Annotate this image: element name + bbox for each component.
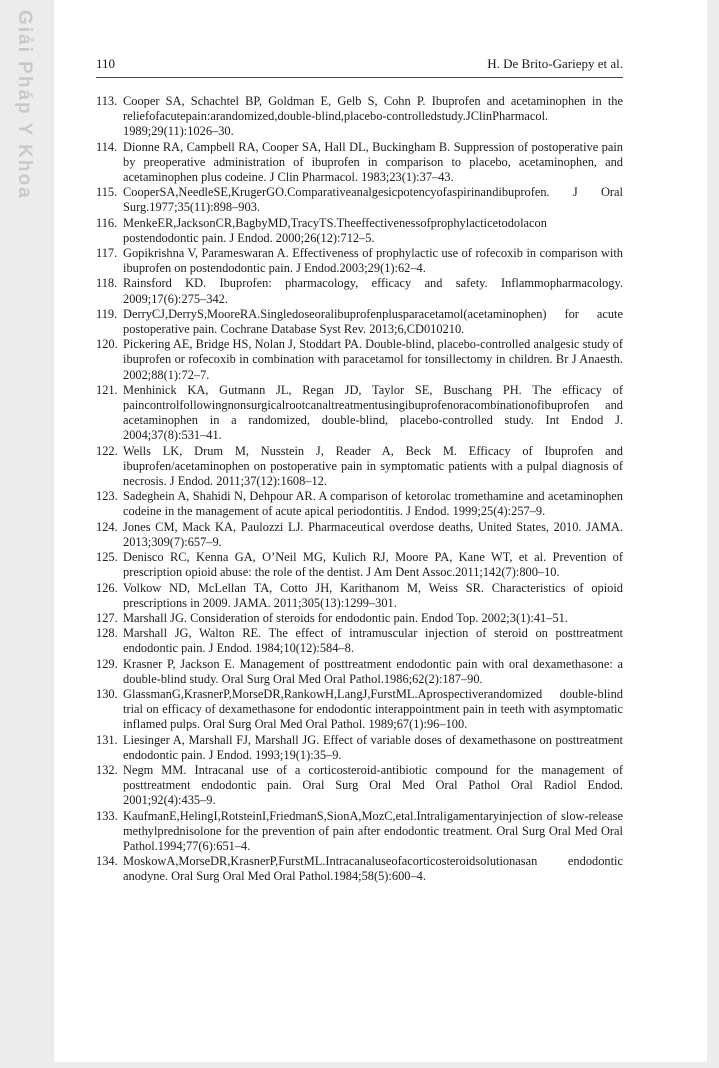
reference-text: Cooper SA, Schachtel BP, Goldman E, Gelb S, Cohn P. Ibuprofen and acetaminophen in the reliefofacutepain:arandomized,double-blind,placebo-controlledstudy.JClinPharmacol. 1989;29(11):1026–30.	[123, 94, 623, 139]
reference-number: 128.	[96, 626, 118, 641]
reference-item	[96, 337, 623, 383]
reference-item	[96, 611, 623, 626]
reference-item	[96, 809, 623, 855]
reference-number: 114.	[96, 139, 118, 154]
reference-number: 117.	[96, 246, 118, 261]
header-divider	[96, 77, 623, 78]
reference-item	[96, 581, 623, 611]
reference-number: 113.	[96, 94, 118, 108]
reference-text: CooperSA,NeedleSE,KrugerGO.Comparativeanalgesicpotencyofaspirinandibuprofen. J Oral Surg.1977;35(11):898–903.	[123, 185, 623, 215]
reference-number: 123.	[96, 489, 118, 504]
reference-text: Menhinick KA, Gutmann JL, Regan JD, Taylor SE, Buschang PH. The efficacy of paincontrolfollowingnonsurgicalrootcanaltreatmentusingibuprofenoracombinationofibuprofen and acetaminophen in a randomized, double-blind, placebo-controlled study. Int Endod J. 2004;37(8):531–41.	[123, 382, 623, 443]
reference-item	[96, 626, 623, 656]
reference-number: 126.	[96, 580, 118, 595]
reference-item	[96, 216, 623, 246]
reference-number: 119.	[96, 306, 118, 321]
document-page	[54, 0, 707, 1062]
reference-text: Marshall JG, Walton RE. The effect of intramuscular injection of steroid on posttreatment endodontic pain. J Endod. 1984;10(12):584–8.	[123, 626, 623, 656]
reference-item	[96, 550, 623, 580]
reference-item	[96, 520, 623, 550]
reference-number: 121.	[96, 382, 118, 397]
reference-text: Pickering AE, Bridge HS, Nolan J, Stoddart PA. Double-blind, placebo-controlled analgesic study of ibuprofen or rofecoxib in combination with paracetamol for tonsillectomy in children. Br J Anaesth. 2002;88(1):72–7.	[123, 337, 623, 382]
reference-item	[96, 657, 623, 687]
reference-number: 122.	[96, 443, 118, 458]
reference-item	[96, 276, 623, 306]
reference-number: 118.	[96, 276, 118, 291]
reference-number: 127.	[96, 610, 118, 625]
reference-number: 120.	[96, 337, 118, 352]
reference-list	[96, 94, 623, 885]
reference-item	[96, 246, 623, 276]
reference-item	[96, 94, 623, 140]
reference-text: Jones CM, Mack KA, Paulozzi LJ. Pharmaceutical overdose deaths, United States, 2010. JAMA. 2013;309(7):657–9.	[123, 519, 623, 549]
reference-item	[96, 733, 623, 763]
reference-text: Rainsford KD. Ibuprofen: pharmacology, efficacy and safety. Inflammopharmacology. 2009;17(6):275–342.	[123, 276, 623, 306]
reference-text: Volkow ND, McLellan TA, Cotto JH, Karithanom M, Weiss SR. Characteristics of opioid prescriptions in 2009. JAMA. 2011;305(13):1299–301.	[123, 580, 623, 610]
reference-text: KaufmanE,HelingI,RotsteinI,FriedmanS,SionA,MozC,etal.Intraligamentaryinjection of slow-release methylprednisolone for the prevention of pain after endodontic treatment. Oral Surg Oral Med Oral Pathol.1994;77(6):651–4.	[123, 808, 623, 853]
reference-item	[96, 307, 623, 337]
reference-text: GlassmanG,KrasnerP,MorseDR,RankowH,LangJ,FurstML.Aprospectiverandomized double-blind trial on efficacy of dexamethasone for endodontic interappointment pain in teeth with asymptomatic inflamed pulps. Oral Surg Oral Med Oral Pathol. 1989;67(1):96–100.	[123, 686, 623, 732]
reference-text: Denisco RC, Kenna GA, O’Neil MG, Kulich RJ, Moore PA, Kane WT, et al. Prevention of prescription opioid abuse: the role of the dentist. J Am Dent Assoc.2011;142(7):800–10.	[123, 550, 623, 580]
running-title: H. De Brito-Gariepy et al.	[487, 56, 623, 71]
reference-number: 115.	[96, 185, 118, 200]
reference-item	[96, 763, 623, 809]
reference-number: 129.	[96, 656, 118, 671]
page-header	[96, 56, 623, 74]
reference-text: Gopikrishna V, Parameswaran A. Effectiveness of prophylactic use of rofecoxib in comparison with ibuprofen on postendodontic pain. J Endod.2003;29(1):62–4.	[123, 246, 623, 276]
reference-text: Wells LK, Drum M, Nusstein J, Reader A, Beck M. Efficacy of Ibuprofen and ibuprofen/acetaminophen on postoperative pain in symptomatic patients with a pulpal diagnosis of necrosis. J Endod. 2011;37(12):1608–12.	[123, 443, 623, 489]
reference-text: Krasner P, Jackson E. Management of posttreatment endodontic pain with oral dexamethasone: a double-blind study. Oral Surg Oral Med Oral Pathol.1986;62(2):187–90.	[123, 656, 623, 686]
reference-number: 124.	[96, 519, 118, 534]
reference-number: 130.	[96, 686, 118, 701]
reference-item	[96, 383, 623, 444]
reference-text: Sadeghein A, Shahidi N, Dehpour AR. A comparison of ketorolac tromethamine and acetaminophen codeine in the management of acute apical periodontitis. J Endod. 1999;25(4):257–9.	[123, 489, 623, 519]
reference-item	[96, 854, 623, 884]
reference-text: DerryCJ,DerryS,MooreRA.Singledoseoralibuprofenplusparacetamol(acetaminophen) for acute postoperative pain. Cochrane Database Syst Rev. 2013;6,CD010210.	[123, 306, 623, 337]
reference-number: 132.	[96, 762, 118, 777]
reference-text: Marshall JG. Consideration of steroids for endodontic pain. Endod Top. 2002;3(1):41–51.	[123, 610, 568, 625]
reference-text: Liesinger A, Marshall FJ, Marshall JG. Effect of variable doses of dexamethasone on posttreatment endodontic pain. J Endod. 1993;19(1):35–9.	[123, 732, 623, 762]
page-number: 110	[96, 56, 116, 71]
reference-number: 116.	[96, 215, 118, 230]
reference-item	[96, 185, 623, 215]
watermark-text: Giải Pháp Y Khoa	[14, 10, 35, 200]
reference-number: 125.	[96, 550, 118, 565]
reference-number: 131.	[96, 732, 118, 747]
reference-text: MoskowA,MorseDR,KrasnerP,FurstML.Intracanaluseofacorticosteroidsolutionasan endodontic anodyne. Oral Surg Oral Med Oral Pathol.1984;58(5):600–4.	[123, 854, 623, 884]
reference-number: 134.	[96, 854, 118, 869]
reference-text: MenkeER,JacksonCR,BagbyMD,TracyTS.Theeffectivenessofprophylacticetodolacon postendodontic pain. J Endod. 2000;26(12):712–5.	[123, 215, 547, 245]
reference-item	[96, 444, 623, 490]
reference-text: Negm MM. Intracanal use of a corticosteroid-antibiotic compound for the management of posttreatment endodontic pain. Oral Surg Oral Med Oral Pathol Oral Radiol Endod. 2001;92(4):435–9.	[123, 762, 623, 808]
reference-item	[96, 489, 623, 519]
reference-text: Dionne RA, Campbell RA, Cooper SA, Hall DL, Buckingham B. Suppression of postoperative pain by preoperative administration of ibuprofen in comparison to placebo, acetaminophen, and acetaminophen plus codeine. J Clin Pharmacol. 1983;23(1):37–43.	[123, 139, 623, 185]
reference-number: 133.	[96, 808, 118, 823]
reference-item	[96, 140, 623, 186]
reference-item	[96, 687, 623, 733]
